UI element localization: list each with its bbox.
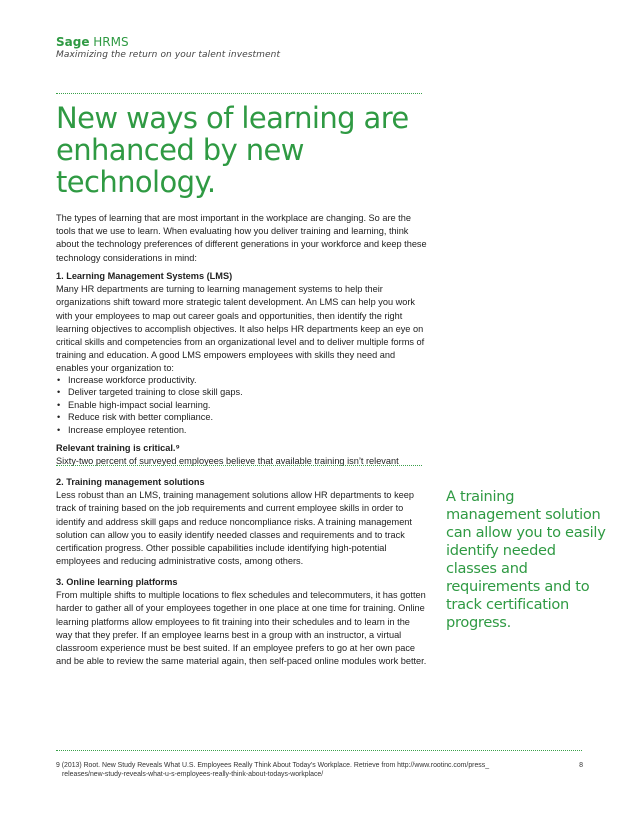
brand-logo [56, 35, 129, 49]
section-lms-title: 1. Learning Management Systems (LMS) [56, 271, 233, 281]
bullet-icon: • [57, 387, 61, 398]
relevant-training-body: Sixty-two percent of surveyed employees believe that available training isn’t relevant [56, 456, 399, 467]
footnote-line-1: 9 (2013) Root. New Study Reveals What U.S. Employees Really Think About Today’s Workplace. Retrieve from http://www.rootinc.com/press_ [56, 762, 490, 769]
section-training-management [56, 476, 428, 568]
top-divider [56, 93, 422, 94]
list-item: • Enable high-impact social learning. [57, 399, 211, 410]
brand-sage: Sage [56, 35, 90, 49]
middle-divider [56, 465, 422, 466]
page-number: 8 [579, 762, 583, 769]
footer-divider [56, 750, 582, 751]
section-training-management-body: Less robust than an LMS, training management solutions allow HR departments to keep track of training based on the job requirements and current employee skills in order to identify and address skill gaps and reduce noncompliance risks. A training management solution can allow you to easily identify needed classes and requirements and to track certification progress. Other possible capabilities include identifying high-potential employees and reducing administrative costs, among others. [56, 490, 414, 567]
list-item: • Increase employee retention. [57, 424, 187, 435]
bullet-icon: • [57, 399, 61, 410]
bullet-icon: • [57, 375, 61, 385]
relevant-training-title: Relevant training is critical.⁹ [56, 443, 180, 453]
tagline: Maximizing the return on your talent investment [56, 50, 281, 60]
list-item: • Increase workforce productivity. [57, 375, 197, 385]
page-title: New ways of learning are enhanced by new technology. [56, 101, 409, 199]
intro-paragraph: The types of learning that are most important in the workplace are changing. So are the tools that we use to learn. When evaluating how you deliver training and learning, think about the technology preferences of different generations in your workforce and keep these technology considerations in mind: [56, 213, 427, 263]
brand-hrms: HRMS [89, 35, 129, 49]
footnote-line-2: releases/new-study-reveals-what-u-s-employees-really-think-about-todays-workplace/ [62, 770, 324, 778]
pull-quote: A training management solution can allow you to easily identify needed classes and requirements and to track certification progress. [446, 488, 606, 631]
section-online-learning-body: From multiple shifts to multiple locations to flex schedules and telecommuters, it has gotten harder to gather all of your employees together in one place at one time for training. Online learning platforms allow employees to fit training into their schedules and to learn in the way that they prefer. If an employee learns best in a group with an instructor, a virtual classroom experience must be best suited. If an employee prefers to go at her own pace and be able to review the same material again, then self-paced online modules work better. [56, 590, 427, 667]
section-lms-body: Many HR departments are turning to learning management systems to help their organizations shift toward more strategic talent development. An LMS can help you work with your employees to map out career goals and opportunities, then identify the right learning objectives to accomplish objectives. It also helps HR departments keep an eye on critical skills and competencies from an organizational level and to deliver multiple forms of training and education. A good LMS empowers employees with skills they need and enables your organization to: [56, 284, 425, 374]
list-item: • Reduce risk with better compliance. [57, 412, 214, 423]
bullet-icon: • [57, 424, 61, 435]
section-training-management-title: 2. Training management solutions [56, 477, 205, 487]
section-online-learning-title: 3. Online learning platforms [56, 577, 178, 587]
bullet-icon: • [57, 412, 61, 423]
list-item: • Deliver targeted training to close skill gaps. [57, 387, 243, 398]
section-lms [56, 270, 428, 376]
section-online-learning [56, 576, 428, 668]
footnote [56, 762, 546, 779]
lms-benefits-list [56, 374, 428, 436]
